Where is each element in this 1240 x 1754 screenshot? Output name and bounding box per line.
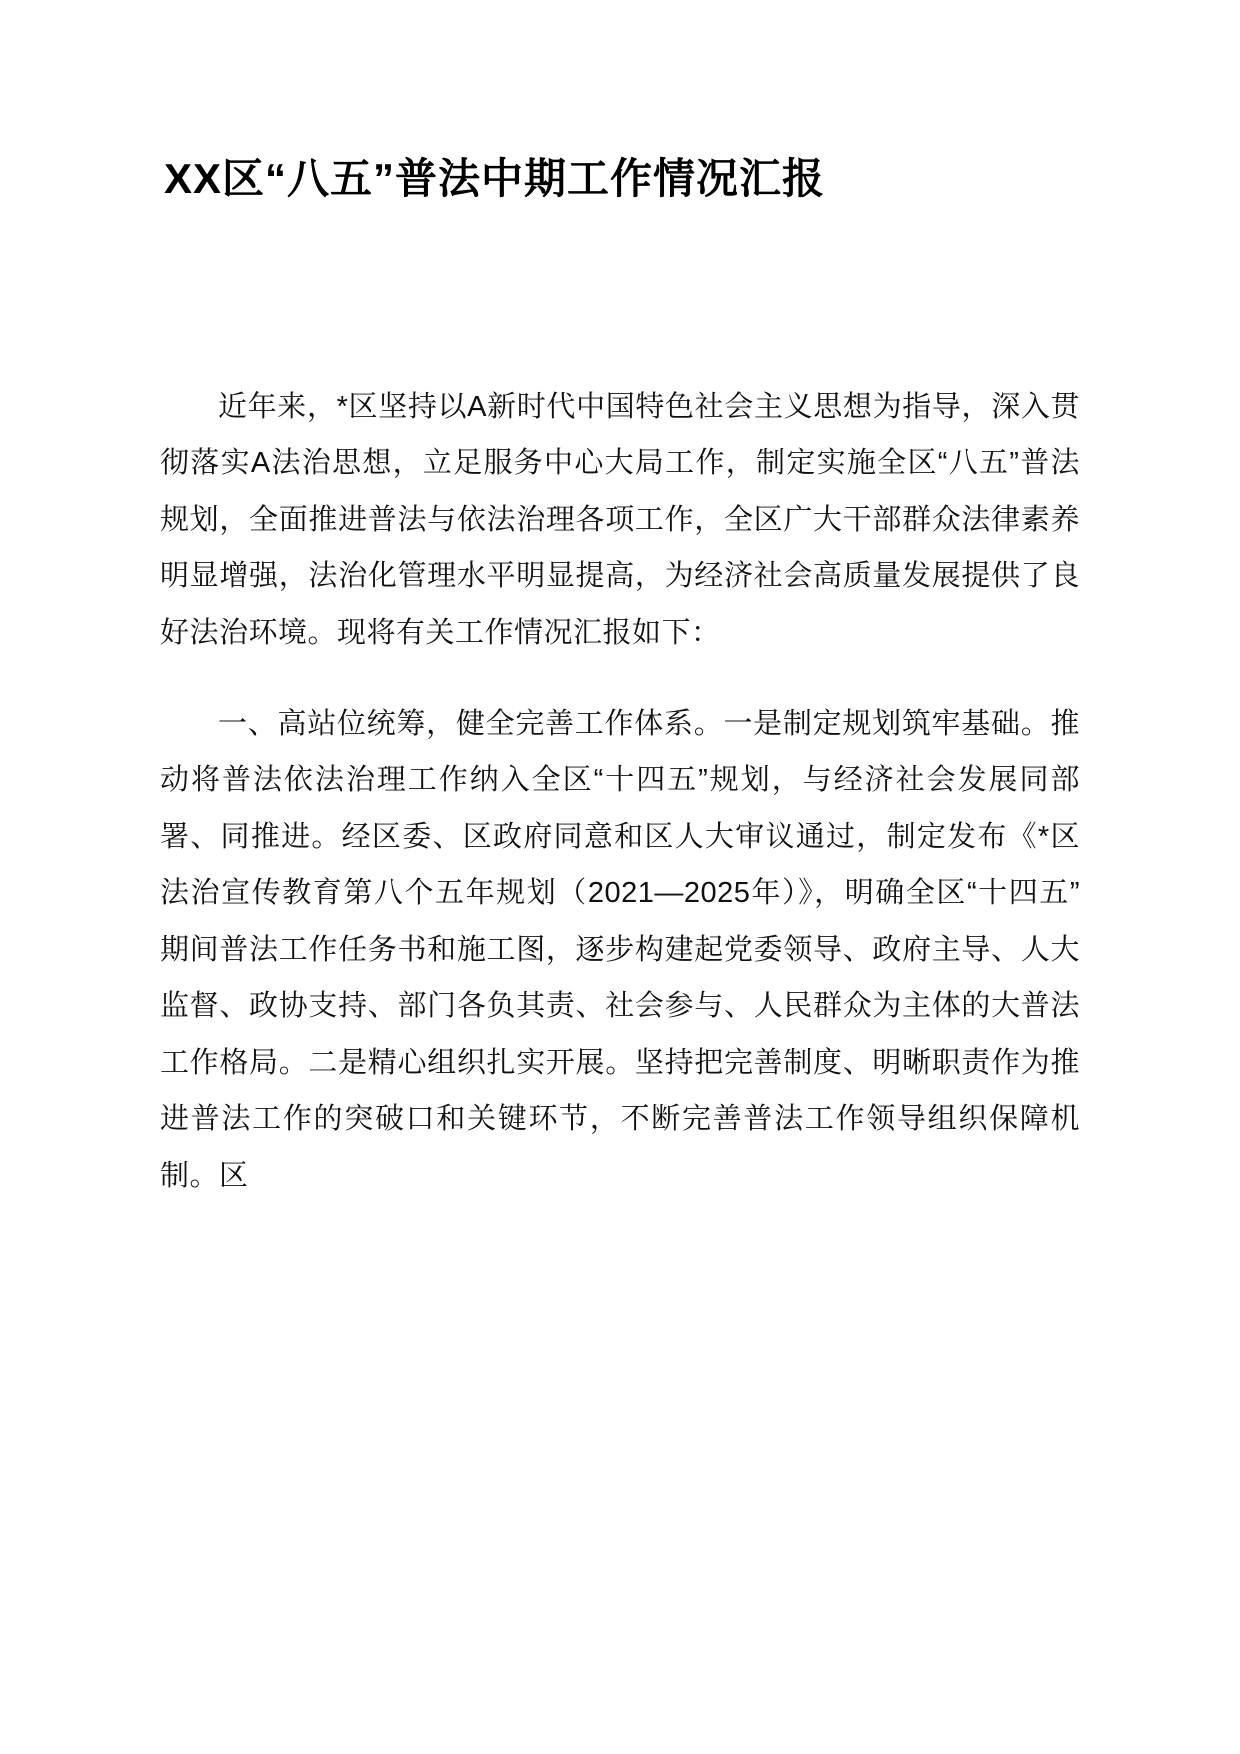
title-spacer: [160, 209, 1080, 379]
page-title: XX区“八五”普法中期工作情况汇报: [164, 155, 826, 202]
paragraph-intro: 近年来，*区坚持以A新时代中国特色社会主义思想为指导，深入贯彻落实A法治思想，立足服务中心大局工作，制定实施全区“八五”普法规划，全面推进普法与依法治理各项工作，全区广大干部群众法律素养明显增强，法治化管理水平明显提高，为经济社会高质量发展提供了良好法治环境。现将有关工作情况汇报如下：: [160, 390, 1080, 649]
paragraph-section-one: 一、高站位统筹，健全完善工作体系。一是制定规划筑牢基础。推动将普法依法治理工作纳入全区“十四五”规划，与经济社会发展同部署、同推进。经区委、区政府同意和区人大审议通过，制定发布《*区法治宣传教育第八个五年规划（2021—2025年）》，明确全区“十四五”期间普法工作任务书和施工图，逐步构建起党委领导、政府主导、人大监督、政协支持、部门各负其责、社会参与、人民群众为主体的大普法工作格局。二是精心组织扎实开展。坚持把完善制度、明晰职责作为推进普法工作的突破口和关键环节，不断完善普法工作领导组织保障机制。区: [160, 707, 1080, 1192]
